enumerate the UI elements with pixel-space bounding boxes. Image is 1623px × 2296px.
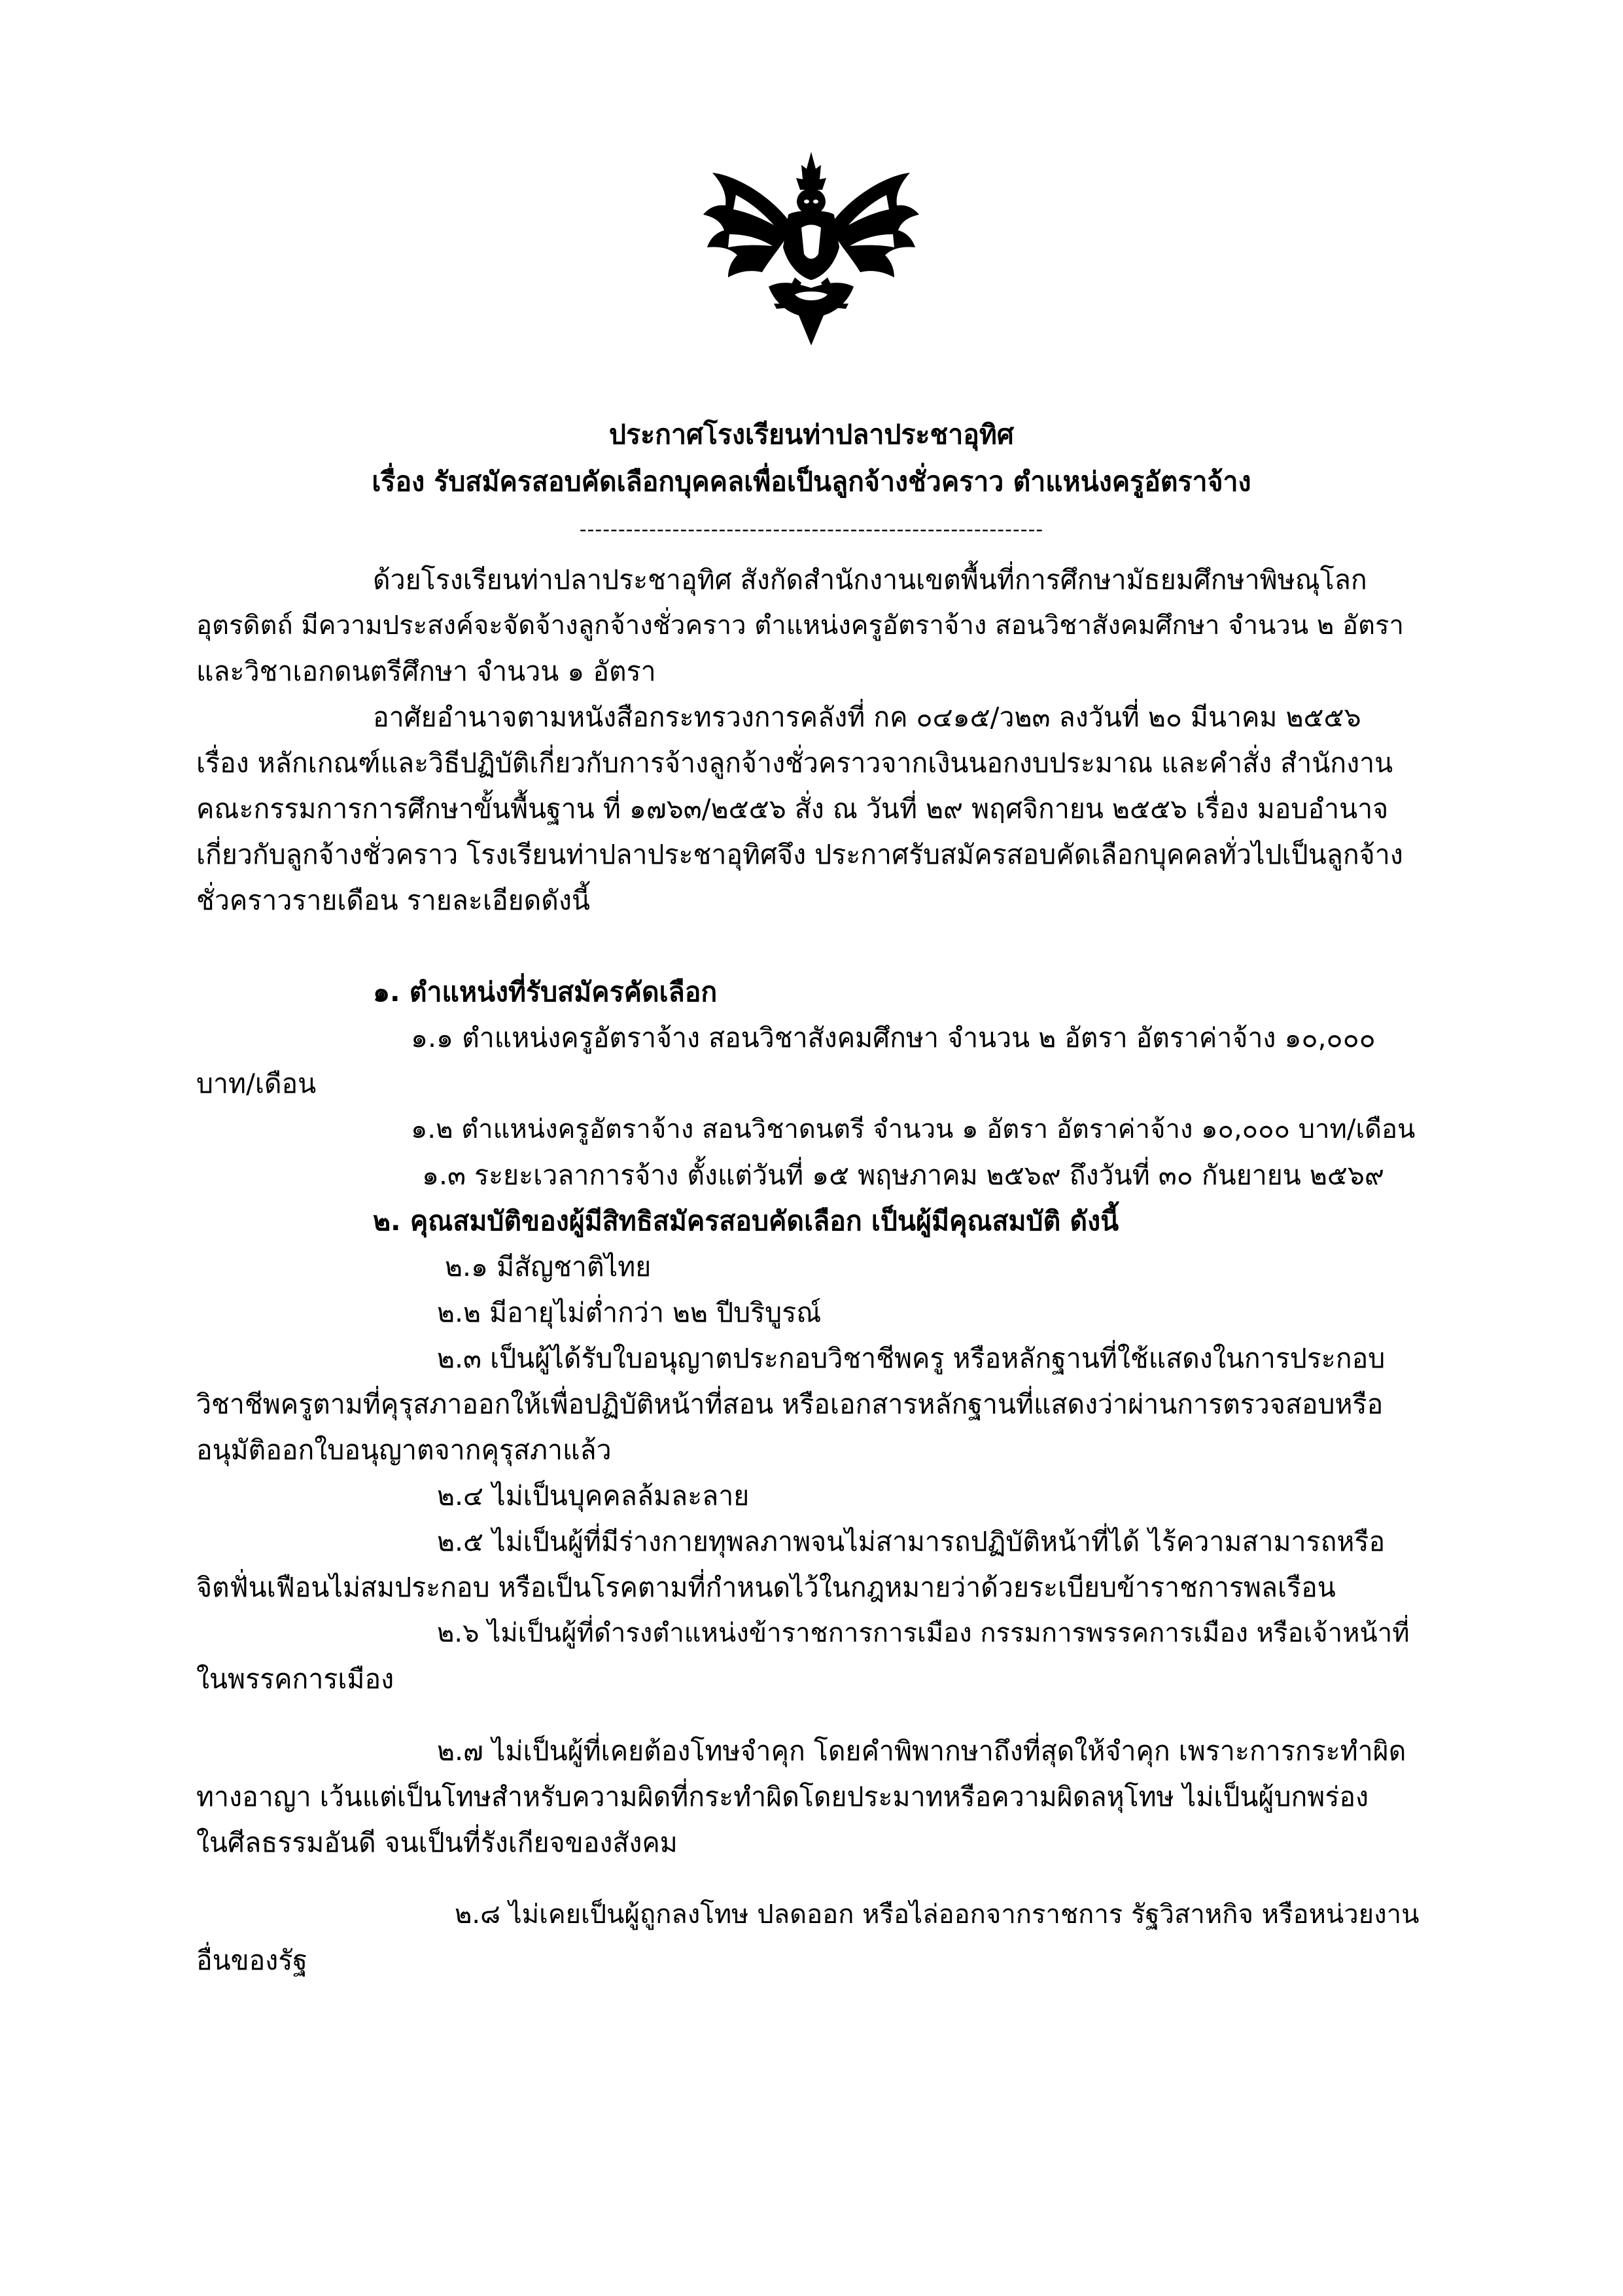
section1-item1-line2: บาท/เดือน (196, 1068, 317, 1099)
section1-item2: ๑.๒ ตำแหน่งครูอัตราจ้าง สอนวิชาดนตรี จำนวน ๑ อัตรา อัตราค่าจ้าง ๑๐,๐๐๐ บาท/เดือน (411, 1114, 1416, 1144)
section2-item7-line3: ในศีลธรรมอันดี จนเป็นที่รังเกียจของสังคม (196, 1827, 678, 1858)
section2-item1: ๒.๑ มีสัญชาติไทย (445, 1251, 652, 1282)
section2-item3-line2: วิชาชีพครูตามที่คุรุสภาออกให้เพื่อปฏิบัติหน้าที่สอน หรือเอกสารหลักฐานที่แสดงว่าผ่านการตรวจสอบหรือ (196, 1388, 1384, 1420)
section2-item5-line2: จิตฟั่นเฟือนไม่สมประกอบ หรือเป็นโรคตามที่กำหนดไว้ในกฎหมายว่าด้วยระเบียบข้าราชการพลเรือน (196, 1572, 1336, 1603)
section2-item5-line1: ๒.๕ ไม่เป็นผู้ที่มีร่างกายทุพลภาพจนไม่สามารถปฏิบัติหน้าที่ได้ ไร้ความสามารถหรือ (437, 1526, 1386, 1557)
section1-item3: ๑.๓ ระยะเวลาการจ้าง ตั้งแต่วันที่ ๑๕ พฤษภาคม ๒๕๖๙ ถึงวันที่ ๓๐ กันยายน ๒๕๖๙ (422, 1159, 1384, 1191)
section2-item3-line1: ๒.๓ เป็นผู้ได้รับใบอนุญาตประกอบวิชาชีพครู หรือหลักฐานที่ใช้แสดงในการประกอบ (437, 1343, 1386, 1374)
intro-p1-line3: และวิชาเอกดนตรีศึกษา จำนวน ๑ อัตรา (196, 656, 656, 687)
section2-item8-line2: อื่นของรัฐ (196, 1945, 307, 1976)
intro-p2-line3: คณะกรรมการการศึกษาขั้นพื้นฐาน ที่ ๑๗๖๓/๒๕๕๖ สั่ง ณ วันที่ ๒๙ พฤศจิกายน ๒๕๕๖ เรื่อง มอบอำนาจ (196, 793, 1389, 824)
announcement-subject: เรื่อง รับสมัครสอบคัดเลือกบุคคลเพื่อเป็นลูกจ้างชั่วคราว ตำแหน่งครูอัตราจ้าง (372, 466, 1251, 497)
section2-item6-line2: ในพรรคการเมือง (196, 1663, 394, 1695)
intro-p2-line1: อาศัยอำนาจตามหนังสือกระทรวงการคลังที่ กค ๐๔๑๕/ว๒๓ ลงวันที่ ๒๐ มีนาคม ๒๕๕๖ (373, 701, 1361, 733)
section2-item7-line1: ๒.๗ ไม่เป็นผู้ที่เคยต้องโทษจำคุก โดยคำพิพากษาถึงที่สุดให้จำคุก เพราะการกระทำผิด (437, 1735, 1406, 1767)
intro-p2-line5: ชั่วคราวรายเดือน รายละเอียดดังนี้ (196, 885, 590, 916)
section1-item1-line1: ๑.๑ ตำแหน่งครูอัตราจ้าง สอนวิชาสังคมศึกษา จำนวน ๒ อัตรา อัตราค่าจ้าง ๑๐,๐๐๐ (411, 1022, 1376, 1053)
intro-p1-line2: อุตรดิตถ์ มีความประสงค์จะจัดจ้างลูกจ้างชั่วคราว ตำแหน่งครูอัตราจ้าง สอนวิชาสังคมศึกษา จำนวน ๒ อัตรา (196, 610, 1404, 641)
intro-p2-line2: เรื่อง หลักเกณฑ์และวิธีปฏิบัติเกี่ยวกับการจ้างลูกจ้างชั่วคราวจากเงินนอกงบประมาณ และคำสั่ง สำนักงาน (196, 747, 1393, 779)
intro-p1-line1: ด้วยโรงเรียนท่าปลาประชาอุทิศ สังกัดสำนักงานเขตพื้นที่การศึกษามัธยมศึกษาพิษณุโลก (373, 564, 1367, 595)
section2-heading: ๒. คุณสมบัติของผู้มีสิทธิสมัครสอบคัดเลือก เป็นผู้มีคุณสมบัติ ดังนี้ (373, 1205, 1119, 1237)
section2-item4: ๒.๔ ไม่เป็นบุคคลล้มละลาย (437, 1480, 750, 1511)
section2-item2: ๒.๒ มีอายุไม่ต่ำกว่า ๒๒ ปีบริบูรณ์ (437, 1297, 822, 1328)
section2-item6-line1: ๒.๖ ไม่เป็นผู้ที่ดำรงตำแหน่งข้าราชการการเมือง กรรมการพรรคการเมือง หรือเจ้าหน้าที่ (437, 1618, 1410, 1648)
garuda-emblem-icon (697, 149, 926, 349)
separator-rule: ------------------------------------------------------------ (579, 518, 1044, 541)
intro-p2-line4: เกี่ยวกับลูกจ้างชั่วคราว โรงเรียนท่าปลาประชาอุทิศจึง ประกาศรับสมัครสอบคัดเลือกบุคคลทั่วไปเป็นลูกจ้าง (196, 839, 1403, 870)
announcement-title: ประกาศโรงเรียนท่าปลาประชาอุทิศ (609, 419, 1014, 450)
section2-item3-line3: อนุมัติออกใบอนุญาตจากคุรุสภาแล้ว (196, 1434, 612, 1466)
section2-item7-line2: ทางอาญา เว้นแต่เป็นโทษสำหรับความผิดที่กระทำผิดโดยประมาทหรือความผิดลหุโทษ ไม่เป็นผู้บกพร่อง (196, 1781, 1369, 1812)
section1-heading: ๑. ตำแหน่งที่รับสมัครคัดเลือก (373, 976, 718, 1008)
section2-item8-line1: ๒.๘ ไม่เคยเป็นผู้ถูกลงโทษ ปลดออก หรือไล่ออกจากราชการ รัฐวิสาหกิจ หรือหน่วยงาน (455, 1899, 1420, 1930)
